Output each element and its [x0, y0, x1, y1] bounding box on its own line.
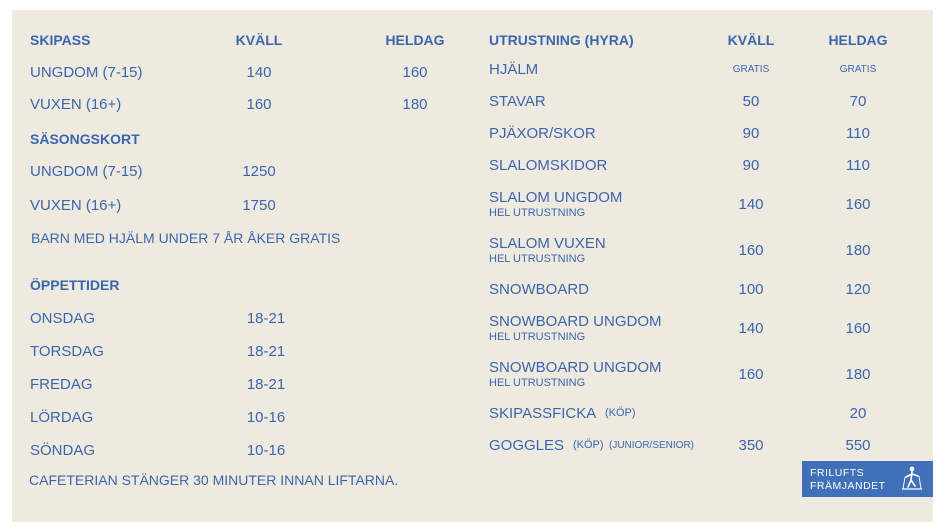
equipment-label: HJÄLM [489, 61, 539, 78]
equipment-label: SNOWBOARD UNGDOM [489, 359, 662, 376]
equipment-label: SLALOM VUXEN [489, 235, 606, 252]
skipass-col-kvall: KVÄLL [235, 32, 283, 48]
equipment-label: SKIPASSFICKA [489, 405, 597, 422]
equipment-label: PJÄXOR/SKOR [489, 125, 596, 142]
equipment-heldag: 550 [845, 437, 871, 454]
equipment-kvall: 160 [738, 242, 764, 259]
hours-time: 18-21 [246, 343, 286, 360]
equipment-heldag: 20 [849, 405, 867, 422]
skipass-row-label: VUXEN (16+) [30, 96, 122, 113]
skipass-row-label: UNGDOM (7-15) [30, 64, 143, 81]
equipment-note: (KÖP) [605, 407, 636, 419]
hours-day: ONSDAG [30, 310, 96, 327]
season-note: BARN MED HJÄLM UNDER 7 ÅR ÅKER GRATIS [31, 230, 341, 246]
equipment-label: SLALOMSKIDOR [489, 157, 608, 174]
equipment-kvall: 140 [738, 320, 764, 337]
equipment-heldag: 110 [846, 157, 870, 174]
equipment-kvall: 160 [738, 366, 764, 383]
season-row-price: 1750 [242, 197, 276, 214]
hours-header: ÖPPETTIDER [30, 277, 120, 293]
season-row-label: VUXEN (16+) [30, 197, 122, 214]
cafe-note: CAFETERIAN STÄNGER 30 MINUTER INNAN LIFTARNA. [29, 472, 399, 488]
equipment-sublabel: HEL UTRUSTNING [489, 207, 586, 219]
equipment-heldag: 120 [845, 281, 871, 298]
logo-line-1: FRILUFTS [810, 467, 865, 479]
equipment-note: (KÖP) [573, 439, 604, 451]
equipment-kvall: 140 [738, 196, 764, 213]
hours-time: 10-16 [246, 442, 286, 459]
equipment-note-2: (JUNIOR/SENIOR) [609, 440, 694, 451]
equipment-label: SLALOM UNGDOM [489, 189, 623, 206]
equipment-label: GOGGLES [489, 437, 565, 454]
equipment-col-kvall: KVÄLL [727, 32, 775, 48]
price-panel [12, 10, 933, 522]
equipment-sublabel: HEL UTRUSTNING [489, 331, 586, 343]
equipment-heldag: 70 [849, 93, 867, 110]
equipment-kvall: 90 [742, 157, 760, 174]
hours-time: 18-21 [246, 310, 286, 327]
hours-day: SÖNDAG [30, 442, 96, 459]
skipass-row-heldag: 180 [402, 96, 428, 113]
skier-icon [899, 465, 925, 493]
equipment-kvall: 350 [738, 437, 764, 454]
equipment-kvall: GRATIS [732, 64, 770, 75]
equipment-heldag: 160 [845, 320, 871, 337]
equipment-sublabel: HEL UTRUSTNING [489, 377, 586, 389]
equipment-label: STAVAR [489, 93, 546, 110]
equipment-heldag: 160 [845, 196, 871, 213]
skipass-row-heldag: 160 [402, 64, 428, 81]
friluftsframjandet-logo [802, 461, 933, 497]
equipment-sublabel: HEL UTRUSTNING [489, 253, 586, 265]
hours-day: LÖRDAG [30, 409, 94, 426]
skipass-row-kvall: 140 [246, 64, 272, 81]
hours-time: 10-16 [246, 409, 286, 426]
equipment-heldag: 110 [846, 125, 870, 142]
skipass-col-heldag: HELDAG [385, 32, 445, 48]
season-header: SÄSONGSKORT [30, 131, 140, 147]
season-row-price: 1250 [242, 163, 276, 180]
equipment-label: SNOWBOARD [489, 281, 590, 298]
equipment-heldag: 180 [845, 366, 871, 383]
hours-day: TORSDAG [30, 343, 104, 360]
equipment-header: UTRUSTNING (HYRA) [489, 32, 634, 48]
equipment-kvall: 90 [742, 125, 760, 142]
equipment-heldag: 180 [845, 242, 871, 259]
season-row-label: UNGDOM (7-15) [30, 163, 143, 180]
equipment-kvall: 50 [742, 93, 760, 110]
equipment-heldag: GRATIS [839, 64, 877, 75]
equipment-kvall: 100 [738, 281, 764, 298]
logo-line-2: FRÄMJANDET [810, 480, 886, 492]
equipment-label: SNOWBOARD UNGDOM [489, 313, 662, 330]
hours-time: 18-21 [246, 376, 286, 393]
skipass-header: SKIPASS [30, 32, 91, 48]
hours-day: FREDAG [30, 376, 93, 393]
skipass-row-kvall: 160 [246, 96, 272, 113]
equipment-col-heldag: HELDAG [828, 32, 888, 48]
